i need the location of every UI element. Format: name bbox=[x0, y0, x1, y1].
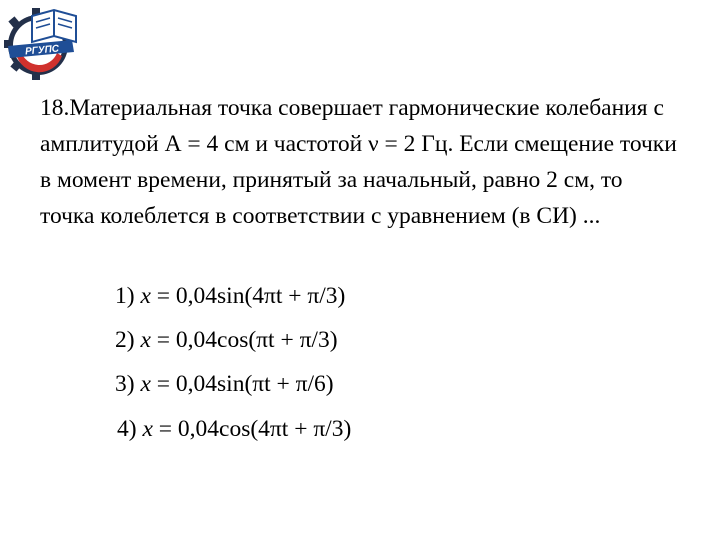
option-number: 3) bbox=[115, 371, 135, 397]
option-number: 2) bbox=[115, 327, 135, 353]
option-variable: x bbox=[140, 327, 151, 353]
gear-book-emblem-icon bbox=[2, 6, 82, 84]
option-variable: x bbox=[140, 283, 151, 309]
option-variable: x bbox=[142, 416, 153, 442]
answer-option-1[interactable] bbox=[115, 282, 345, 310]
answer-option-2[interactable] bbox=[115, 326, 338, 354]
logo-text: РГУПС bbox=[24, 43, 60, 58]
answer-option-4[interactable] bbox=[117, 415, 351, 443]
option-expression: = 0,04cos(4πt + π/3) bbox=[158, 416, 352, 442]
option-variable: x bbox=[140, 371, 151, 397]
option-expression: = 0,04cos(πt + π/3) bbox=[156, 327, 338, 353]
question-text: 18.Материальная точка совершает гармонические колебания с амплитудой А = 4 см и частотой ν = 2 Гц. Если смещение точки в момент времени, принятый за начальный, равно 2 см, то точка колеблется в соответствии с уравнением (в СИ) ... bbox=[40, 95, 677, 229]
university-logo bbox=[2, 6, 82, 84]
option-number: 4) bbox=[117, 416, 137, 442]
option-expression: = 0,04sin(πt + π/6) bbox=[156, 371, 334, 397]
option-expression: = 0,04sin(4πt + π/3) bbox=[156, 283, 346, 309]
option-number: 1) bbox=[115, 283, 135, 309]
answer-option-3[interactable] bbox=[115, 370, 334, 398]
